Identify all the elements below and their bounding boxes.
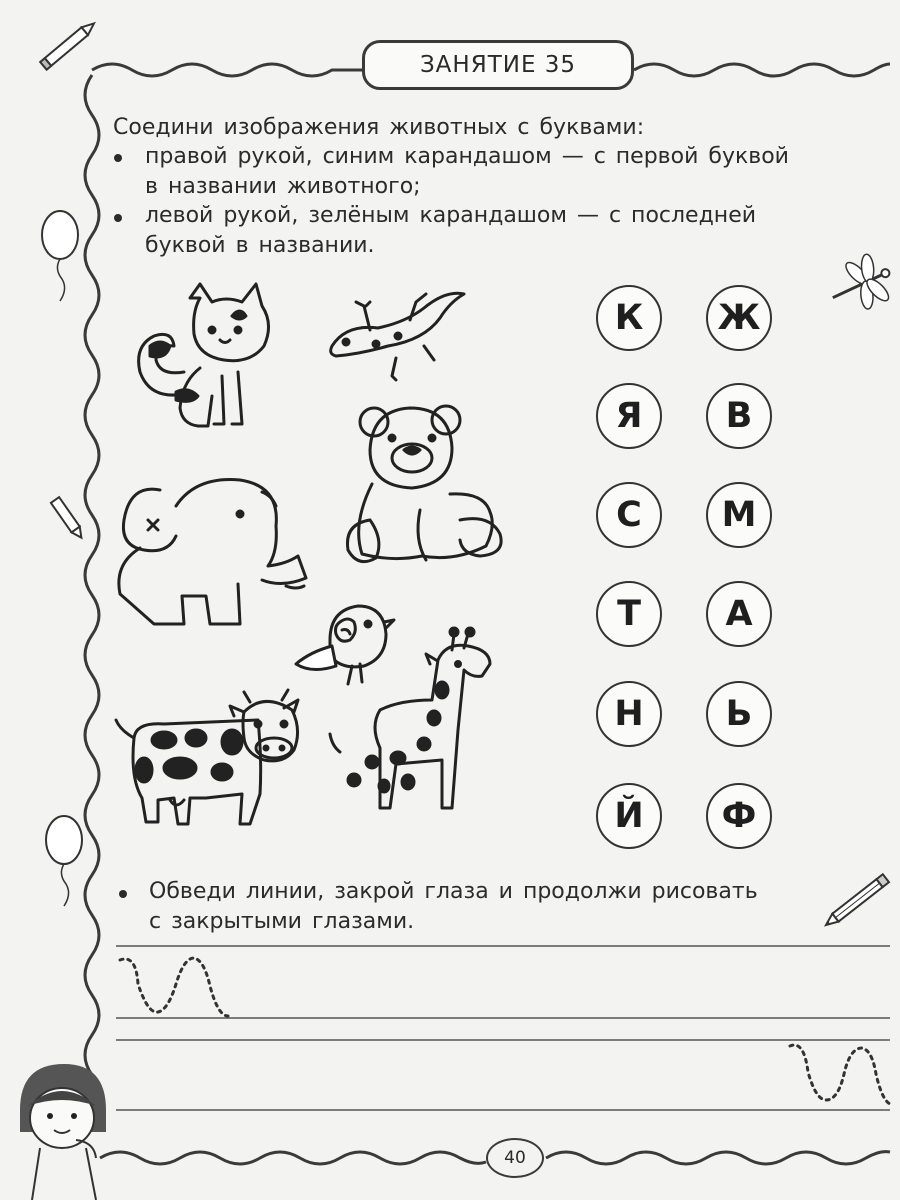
letter-circle[interactable]: Ф bbox=[706, 783, 772, 849]
wavy-top-border-right bbox=[634, 64, 890, 76]
letter-circle[interactable]: Я bbox=[596, 383, 662, 449]
cat-drawing bbox=[139, 284, 269, 426]
pencil-icon bbox=[823, 874, 889, 929]
task1-bullet2-line1: левой рукой, зелёным карандашом — с последней bbox=[145, 203, 757, 228]
task2-line2: с закрытыми глазами. bbox=[149, 909, 415, 934]
girl-illustration bbox=[20, 1064, 106, 1200]
letter-circle[interactable]: М bbox=[706, 482, 772, 548]
tracing-area bbox=[116, 946, 890, 1110]
task1-bullet1-line1: правой рукой, синим карандашом — с первой буквой bbox=[145, 144, 789, 169]
elephant-drawing bbox=[119, 480, 306, 624]
bear-drawing bbox=[347, 406, 501, 562]
letter-circle[interactable]: К bbox=[596, 285, 662, 351]
giraffe-drawing bbox=[330, 628, 490, 808]
page-number: 40 bbox=[486, 1138, 544, 1178]
letter-circle[interactable]: В bbox=[706, 383, 772, 449]
letter-circle[interactable]: С bbox=[596, 482, 662, 548]
task1-bullet2-line2: буквой в названии. bbox=[145, 233, 375, 258]
pencil-icon bbox=[51, 497, 86, 540]
letter-circle[interactable]: А bbox=[706, 581, 772, 647]
bullet-point bbox=[114, 154, 122, 162]
dragonfly-icon bbox=[821, 247, 900, 323]
letter-circle[interactable]: Ж bbox=[706, 285, 772, 351]
letter-circle[interactable]: Ь bbox=[706, 681, 772, 747]
letter-circle[interactable]: Н bbox=[596, 681, 662, 747]
letter-circle[interactable]: Й bbox=[596, 783, 662, 849]
lesson-title: ЗАНЯТИЕ 35 bbox=[362, 40, 634, 90]
bullet-point bbox=[114, 214, 122, 222]
pencil-icon bbox=[40, 20, 97, 70]
cow-drawing bbox=[116, 690, 298, 824]
balloon-icon bbox=[46, 816, 82, 906]
balloon-icon bbox=[42, 211, 78, 301]
task1-bullet1-line2: в названии животного; bbox=[145, 174, 421, 199]
wavy-top-border-left bbox=[92, 64, 362, 76]
dotted-trace-pattern bbox=[120, 958, 890, 1104]
wavy-left-border bbox=[85, 75, 99, 1115]
bird-drawing bbox=[296, 606, 394, 684]
task2-line1: Обведи линии, закрой глаза и продолжи рисовать bbox=[149, 879, 758, 904]
task1-intro: Соедини изображения животных с буквами: bbox=[113, 115, 645, 140]
lizard-drawing bbox=[331, 293, 464, 380]
bullet-point bbox=[119, 890, 127, 898]
letter-circle[interactable]: Т bbox=[596, 581, 662, 647]
